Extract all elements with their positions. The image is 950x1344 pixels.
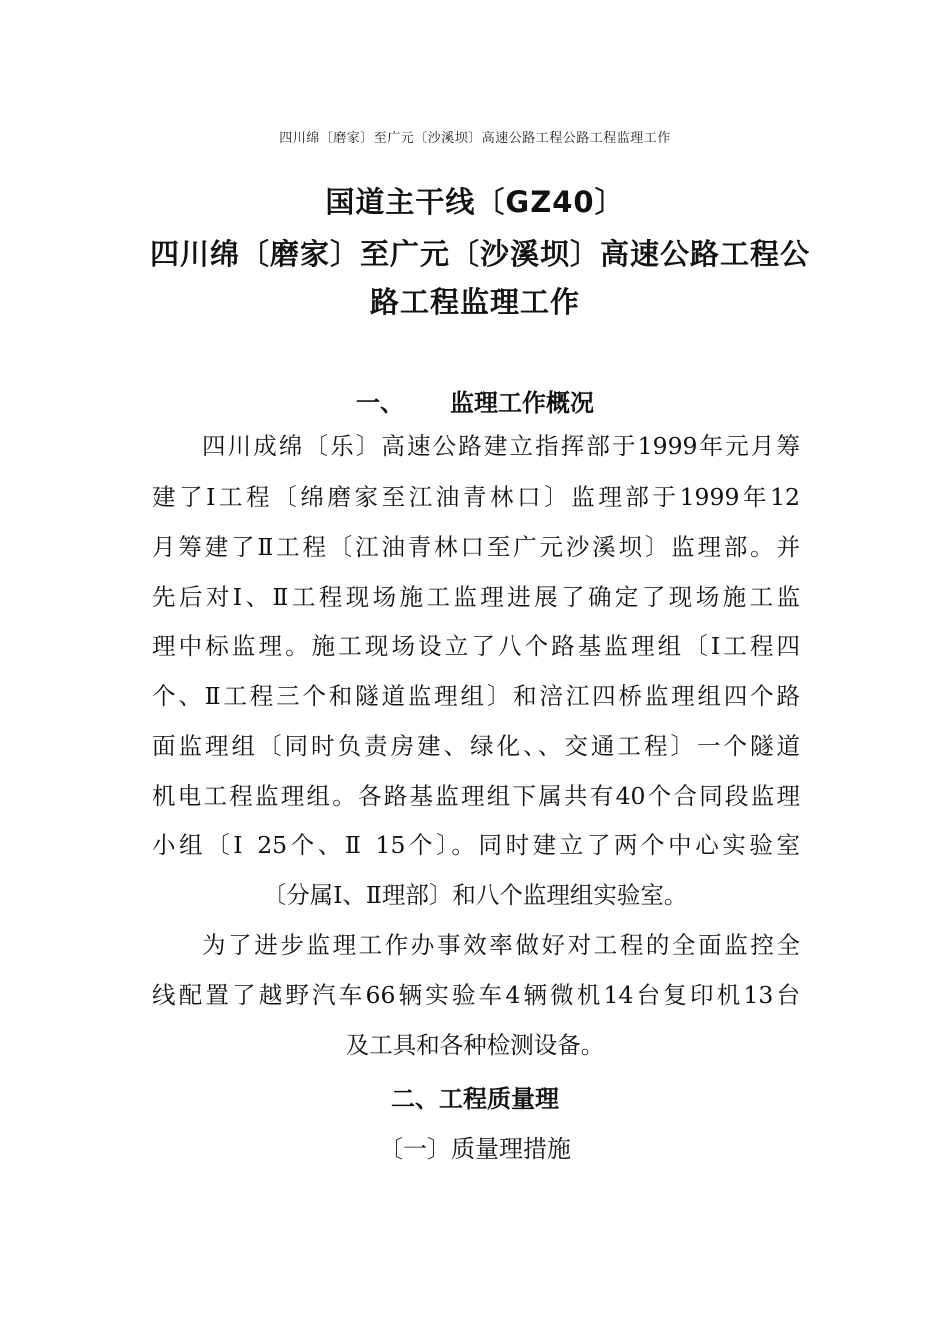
paragraph-line: 理中标监理。施工现场设立了八个路基监理组〔Ⅰ工程四 xyxy=(152,632,800,660)
document-title-line-3: 路工程监理工作 xyxy=(369,285,580,319)
paragraph-line: 〔分属Ⅰ、Ⅱ理部〕和八个监理组实验室。 xyxy=(262,881,688,909)
document-title-line-1: 国道主干线〔GZ40〕 xyxy=(325,185,625,219)
document-title-line-2: 四川绵〔磨家〕至广元〔沙溪坝〕高速公路工程公 xyxy=(150,237,811,271)
paragraph-line: 四川成绵〔乐〕高速公路建立指挥部于1999年元月筹 xyxy=(202,432,800,460)
paragraph-line: 小组〔Ⅰ 25个、Ⅱ 15个〕。同时建立了两个中心实验室 xyxy=(152,831,800,859)
paragraph-line: 为了进步监理工作办事效率做好对工程的全面监控全 xyxy=(202,931,800,959)
section-1-number: 一、 xyxy=(356,389,404,417)
paragraph-line: 先后对Ⅰ、Ⅱ工程现场施工监理进展了确定了现场施工监 xyxy=(152,583,800,611)
paragraph-line: 线配置了越野汽车66辆实验车4辆微机14台复印机13台 xyxy=(152,981,800,1009)
paragraph-line: 面监理组〔同时负责房建、绿化、、交通工程〕一个隧道 xyxy=(152,732,800,760)
paragraph-line: 及工具和各种检测设备。 xyxy=(345,1031,605,1059)
running-header: 四川绵〔磨家〕至广元〔沙溪坝〕高速公路工程公路工程监理工作 xyxy=(279,131,671,146)
paragraph-line: 机电工程监理组。各路基监理组下属共有40个合同段监理 xyxy=(152,782,800,810)
section-1-title: 监理工作概况 xyxy=(450,389,594,417)
section-1-heading xyxy=(150,383,800,418)
paragraph-line: 月筹建了Ⅱ工程〔江油青林口至广元沙溪坝〕监理部。并 xyxy=(152,533,800,561)
section-2-subheading: 〔一〕质量理措施 xyxy=(379,1135,571,1163)
section-2-heading: 二、工程质量理 xyxy=(391,1085,559,1113)
paragraph-line: 建了Ⅰ工程〔绵磨家至江油青林口〕监理部于1999年12 xyxy=(152,483,800,511)
paragraph-line: 个、Ⅱ工程三个和隧道监理组〕和涪江四桥监理组四个路 xyxy=(152,682,800,710)
